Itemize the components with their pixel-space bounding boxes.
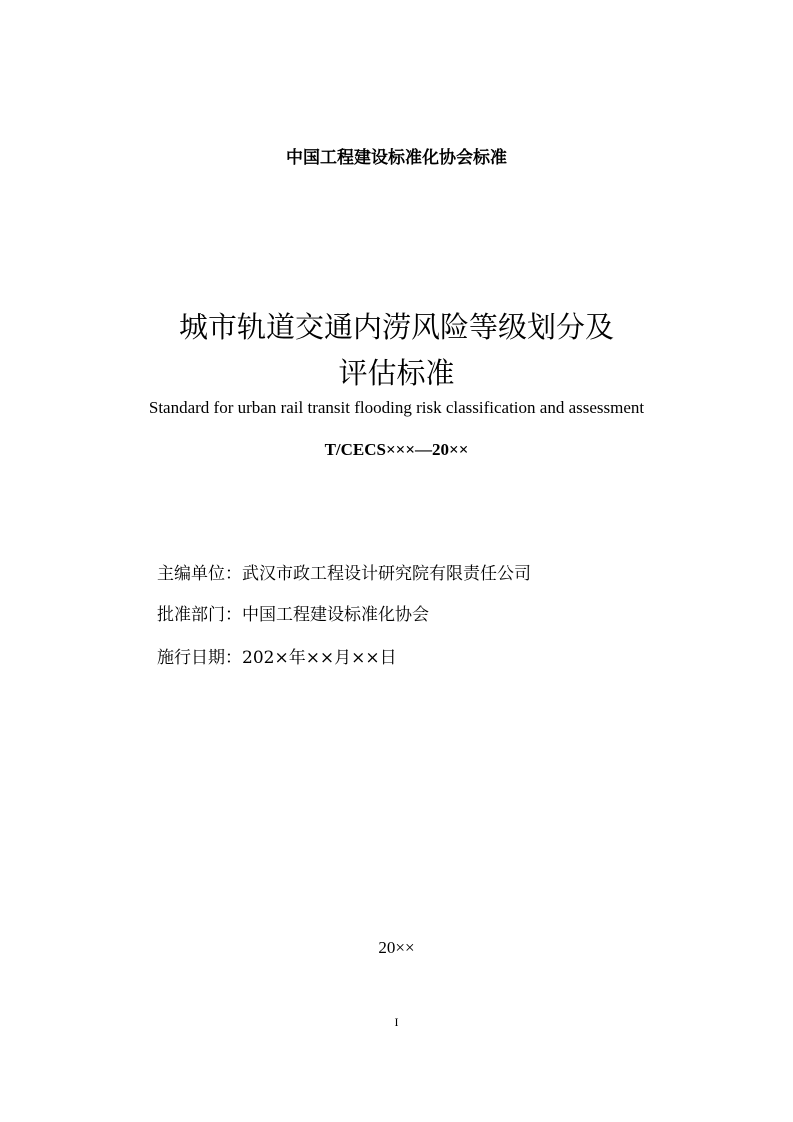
document-title-en: Standard for urban rail transit flooding risk classification and assessment: [148, 398, 645, 417]
info-value: 202×年××月××日: [242, 648, 397, 668]
publication-year: 20××: [378, 938, 415, 957]
info-value: 武汉市政工程设计研究院有限责任公司: [242, 564, 531, 584]
document-title-zh: [0, 304, 793, 396]
info-label: 主编单位：: [157, 564, 242, 584]
organization-standard-header: 中国工程建设标准化协会标准: [286, 148, 507, 168]
info-value: 中国工程建设标准化协会: [242, 605, 429, 625]
info-effective-date: [157, 646, 397, 670]
info-label: 施行日期：: [157, 648, 242, 668]
page-number: I: [394, 1015, 399, 1029]
standard-code: T/CECS×××—20××: [324, 440, 469, 459]
info-approval-department: [157, 603, 429, 627]
info-chief-editor: [157, 562, 531, 586]
title-zh-line-2: 评估标准: [338, 356, 455, 390]
title-zh-line-1: 城市轨道交通内涝风险等级划分及: [178, 310, 614, 344]
info-label: 批准部门：: [157, 605, 242, 625]
